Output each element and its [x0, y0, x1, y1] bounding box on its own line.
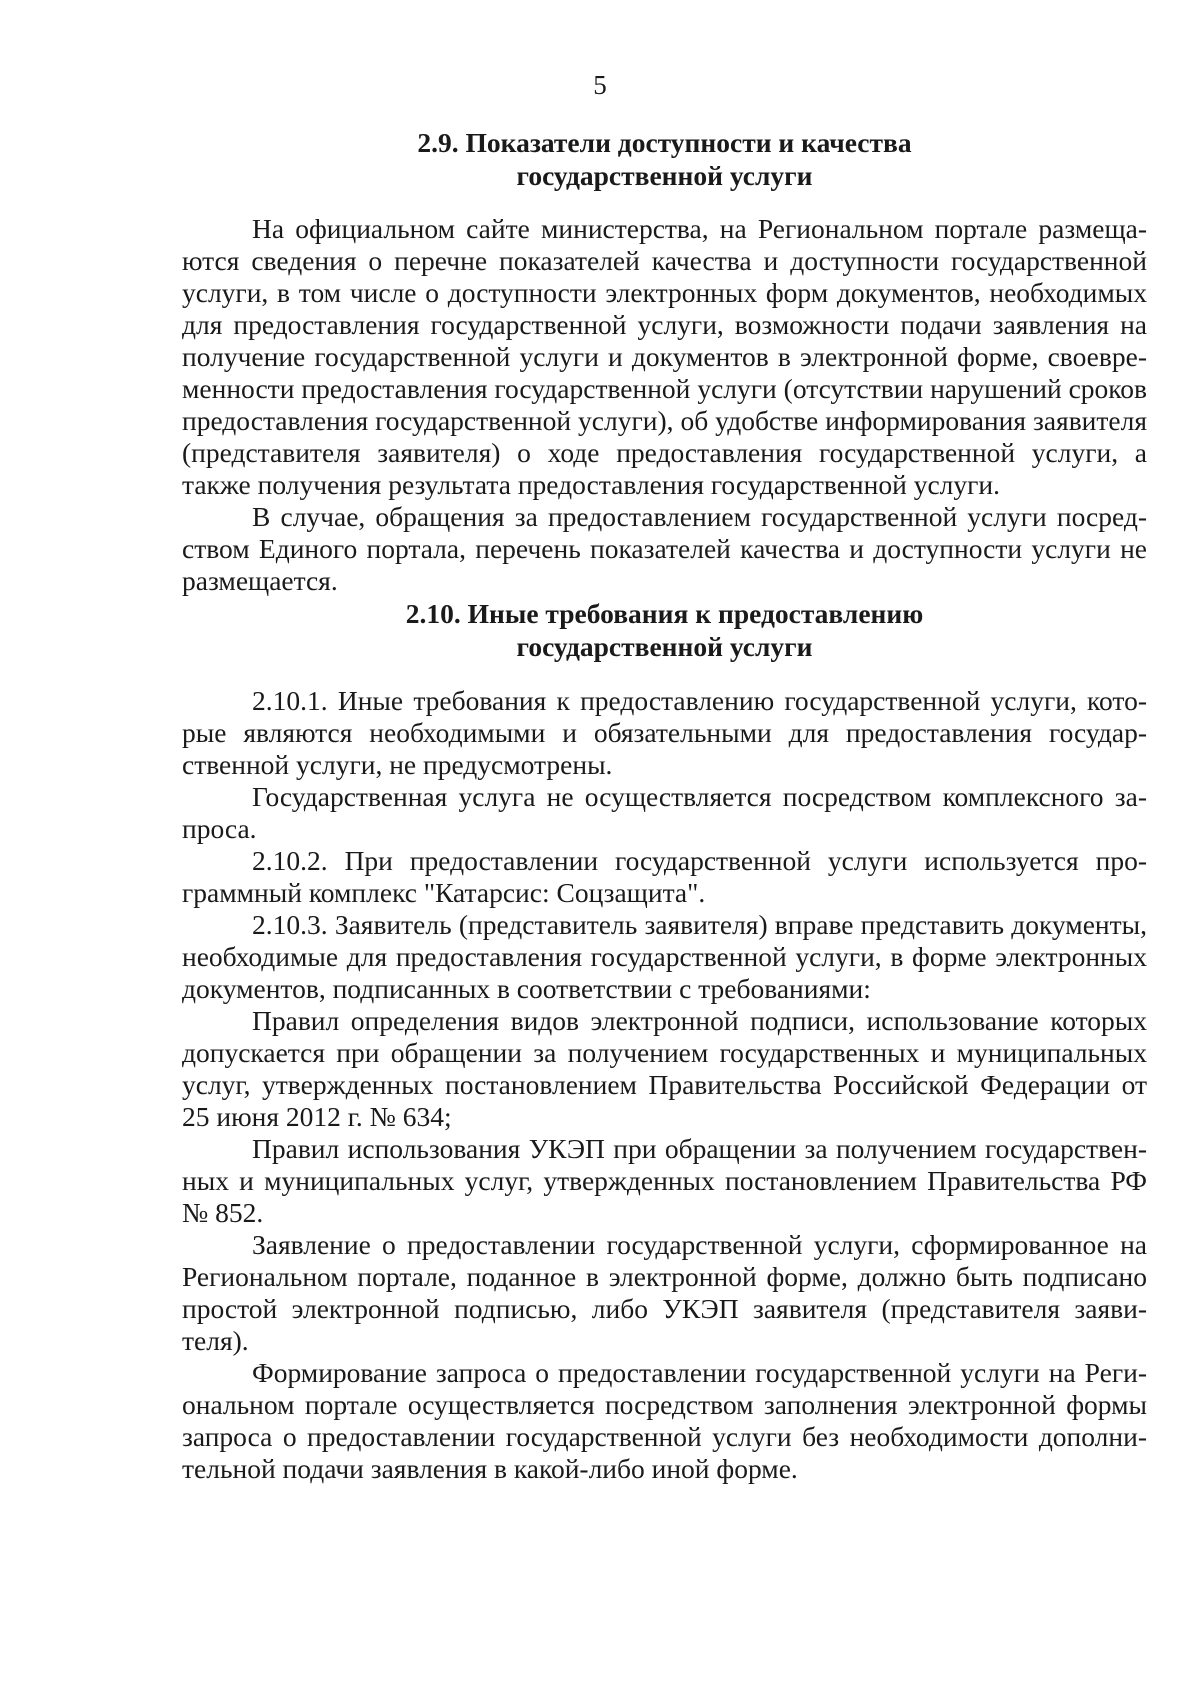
- paragraph: Правил определения видов электронной подписи, использование которых допускается при обращении за получением государственных и муниципальных услуг, утвержденных постановлением Правительства Российской Федерации от 25 июня 2012 г. № 634;: [182, 1005, 1147, 1132]
- paragraph: 2.10.2. При предоставлении государственной услуги используется программный комплекс "Катарсис: Соцзащита".: [182, 845, 1147, 908]
- paragraph: На официальном сайте министерства, на Региональном портале размещаются сведения о перечне показателей качества и доступности государственной услуги, в том числе о доступности электронных форм документов, необходимых для предоставления государственной услуги, возможности подачи заявления на получение государственной услуги и документов в электронной форме, своевременности предоставления государственной услуги (отсутствии нарушений сроков предоставления государственной услуги), об удобстве информирования заявителя (представителя заявителя) о ходе предоставления государственной услуги, а также получения результата предоставления государственной услуги.: [182, 213, 1147, 500]
- section-2-10-body: [182, 685, 1147, 1485]
- section-2-9-body: [182, 213, 1147, 597]
- paragraph: Заявление о предоставлении государственной услуги, сформированное на Региональном портале, поданное в электронной форме, должно быть подписано простой электронной подписью, либо УКЭП заявителя (представителя заявителя).: [182, 1229, 1147, 1356]
- section-2-9: [182, 126, 1147, 192]
- page-number: 5: [593, 70, 607, 100]
- section-2-9-heading: [182, 126, 1147, 192]
- section-2-9-heading-line1: 2.9. Показатели доступности и качества: [417, 127, 912, 158]
- section-2-10-heading: [182, 597, 1147, 663]
- paragraph: 2.10.1. Иные требования к предоставлению государственной услуги, которые являются необходимыми и обязательными для предоставления государственной услуги, не предусмотрены.: [182, 685, 1147, 780]
- section-2-10-heading-line2: государственной услуги: [516, 631, 813, 662]
- section-2-9-heading-line2: государственной услуги: [516, 160, 813, 191]
- paragraph: Формирование запроса о предоставлении государственной услуги на Региональном портале осуществляется посредством заполнения электронной формы запроса о предоставлении государственной услуги без необходимости дополнительной подачи заявления в какой-либо иной форме.: [182, 1357, 1147, 1484]
- section-2-10-heading-line1: 2.10. Иные требования к предоставлению: [405, 598, 924, 629]
- paragraph: Правил использования УКЭП при обращении за получением государственных и муниципальных услуг, утвержденных постановлением Правительства РФ № 852.: [182, 1133, 1147, 1228]
- section-2-10: [182, 597, 1147, 663]
- paragraph: Государственная услуга не осуществляется посредством комплексного запроса.: [182, 781, 1147, 844]
- paragraph: В случае, обращения за предоставлением государственной услуги посредством Единого портала, перечень показателей качества и доступности услуги не размещается.: [182, 501, 1147, 596]
- paragraph: 2.10.3. Заявитель (представитель заявителя) вправе представить документы, необходимые для предоставления государственной услуги, в форме электронных документов, подписанных в соответствии с требованиями:: [182, 909, 1147, 1004]
